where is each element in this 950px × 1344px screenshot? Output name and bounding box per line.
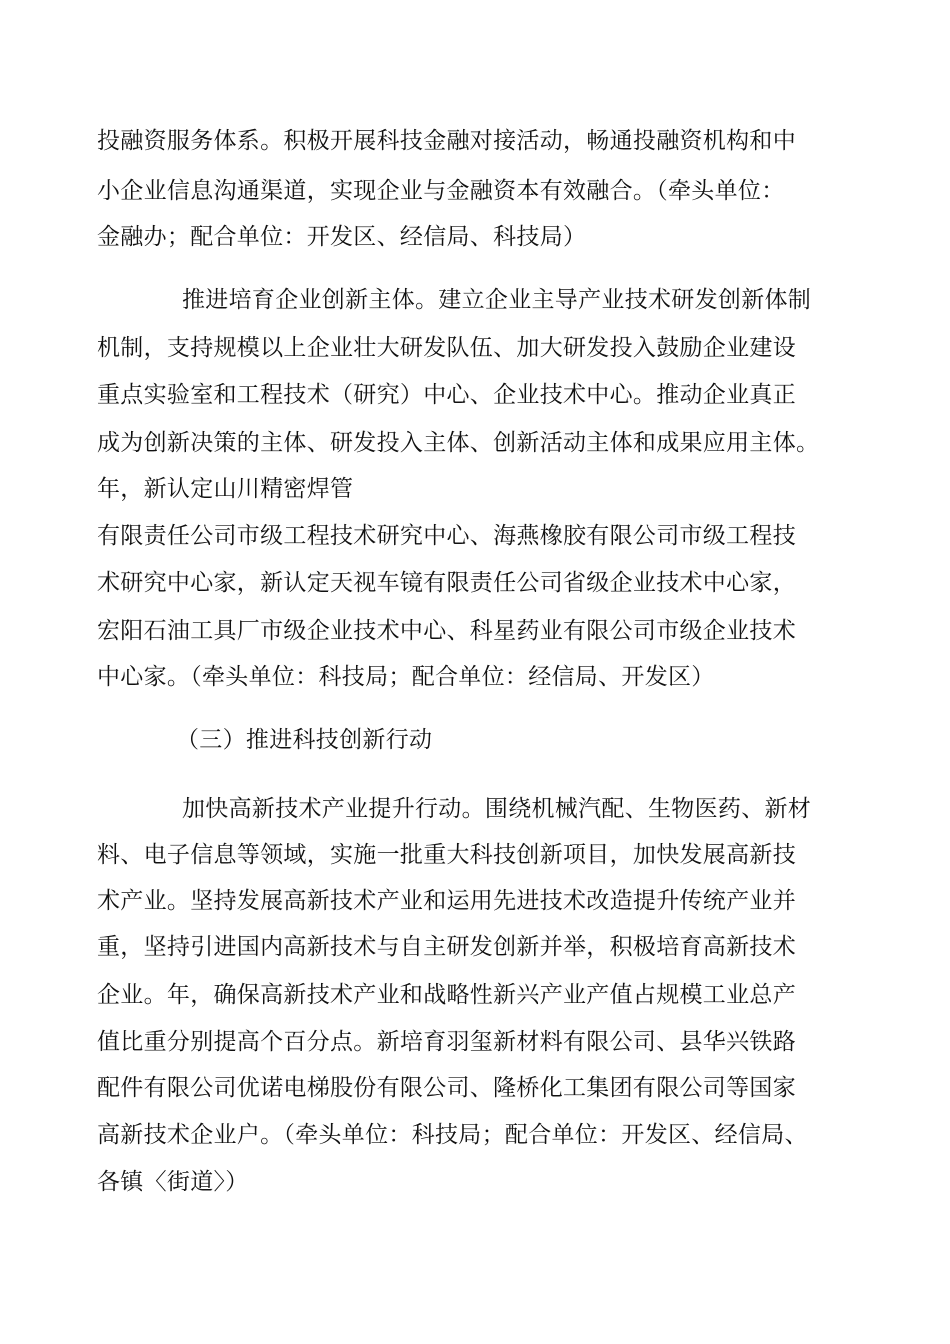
paragraph-3-line-4: 中心家。（牵头单位：科技局；配合单位：经信局、开发区） — [97, 664, 715, 690]
paragraph-2-line-2: 机制，支持规模以上企业壮大研发队伍、加大研发投入鼓励企业建设 — [97, 335, 796, 361]
paragraph-4-line-5: 企业。年，确保高新技术产业和战略性新兴产业产值占规模工业总产 — [97, 982, 796, 1008]
paragraph-4-line-8: 高新技术企业户。（牵头单位：科技局；配合单位：开发区、经信局、 — [97, 1122, 808, 1148]
paragraph-4-line-4: 重，坚持引进国内高新技术与自主研发创新并举，积极培育高新技术 — [97, 934, 796, 960]
paragraph-4-line-9: 各镇〈街道〉） — [97, 1169, 249, 1195]
paragraph-2-line-3: 重点实验室和工程技术（研究）中心、企业技术中心。推动企业真正 — [97, 382, 796, 408]
paragraph-3-line-1: 有限责任公司市级工程技术研究中心、海燕橡胶有限公司市级工程技 — [97, 523, 796, 549]
paragraph-2-line-1: 推进培育企业创新主体。建立企业主导产业技术研发创新体制 — [182, 287, 812, 313]
paragraph-1-line-2: 小企业信息沟通渠道，实现企业与金融资本有效融合。（牵头单位： — [97, 178, 785, 204]
paragraph-1-line-1: 投融资服务体系。积极开展科技金融对接活动，畅通投融资机构和中 — [97, 128, 796, 154]
paragraph-4-line-2: 料、电子信息等领域，实施一批重大科技创新项目，加快发展高新技 — [97, 842, 796, 868]
paragraph-4-line-1: 加快高新技术产业提升行动。围绕机械汽配、生物医药、新材 — [182, 796, 812, 822]
paragraph-3-line-2: 术研究中心家，新认定天视车镜有限责任公司省级企业技术中心家， — [97, 570, 796, 596]
paragraph-4-line-7: 配件有限公司优诺电梯股份有限公司、隆桥化工集团有限公司等国家 — [97, 1075, 796, 1101]
section-heading: （三）推进科技创新行动 — [176, 727, 433, 753]
paragraph-2-line-4: 成为创新决策的主体、研发投入主体、创新活动主体和成果应用主体。 — [97, 430, 820, 456]
paragraph-2-line-5: 年，新认定山川精密焊管 — [97, 476, 354, 502]
paragraph-1-line-3: 金融办；配合单位：开发区、经信局、科技局） — [97, 224, 587, 250]
paragraph-3-line-3: 宏阳石油工具厂市级企业技术中心、科星药业有限公司市级企业技术 — [97, 618, 796, 644]
paragraph-4-line-6: 值比重分别提高个百分点。新培育羽玺新材料有限公司、县华兴铁路 — [97, 1029, 796, 1055]
paragraph-4-line-3: 术产业。坚持发展高新技术产业和运用先进技术改造提升传统产业并 — [97, 888, 796, 914]
